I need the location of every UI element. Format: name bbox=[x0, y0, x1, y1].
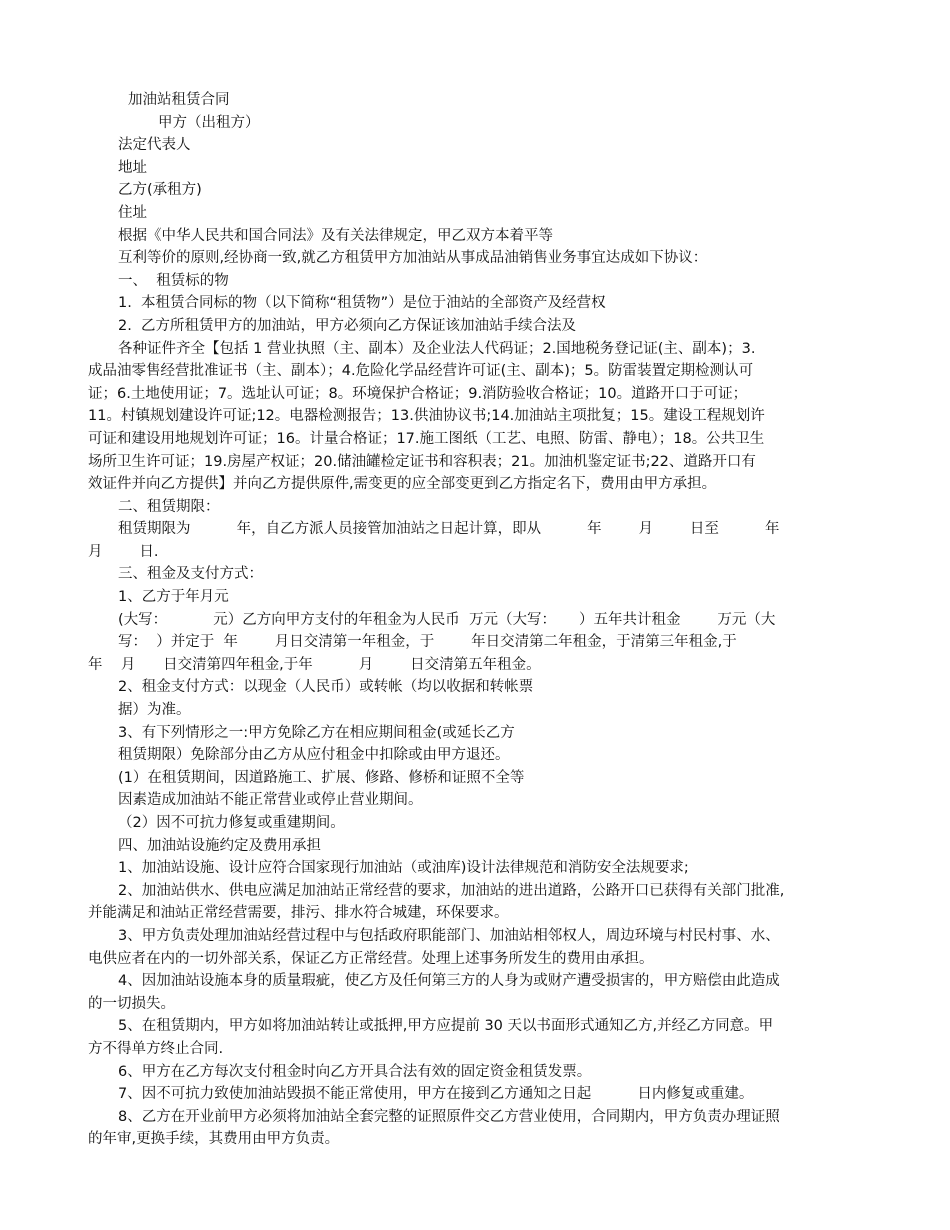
document-line: 效证件并向乙方提供】并向乙方提供原件,需变更的应全部变更到乙方指定名下，费用由甲方承担。 bbox=[88, 476, 717, 493]
document-line: 场所卫生许可证；19.房屋产权证；20.储油罐检定证书和容积表；21。加油机鉴定证书;22、道路开口有 bbox=[88, 453, 756, 470]
document-line: 各种证件齐全【包括 1 营业执照（主、副本）及企业法人代码证；2.国地税务登记证(主、副本)；3. bbox=[118, 340, 756, 357]
document-title: 加油站租赁合同 bbox=[128, 92, 230, 108]
document-line: 11。村镇规划建设许可证;12。电器检测报告；13.供油协议书;14.加油站主项批复；15。建设工程规划许 bbox=[88, 408, 765, 425]
document-line: 1、乙方于年月元 bbox=[118, 589, 229, 606]
document-line: (大写： 元）乙方向甲方支付的年租金为人民币 万元（大写： ）五年共计租金 万元（大 bbox=[118, 611, 776, 628]
document-line: 的一切损失。 bbox=[88, 995, 175, 1012]
document-line: 5、在租赁期内，甲方如将加油站转让或抵押,甲方应提前 30 天以书面形式通知乙方,并经乙方同意。甲 bbox=[118, 1018, 774, 1035]
document-line: 乙方(承租方) bbox=[118, 182, 202, 199]
document-line: 7、因不可抗力致使加油站毁损不能正常使用，甲方在接到乙方通知之日起 日内修复或重建。 bbox=[118, 1086, 754, 1103]
document-line: 写： ）并定于 年 月日交清第一年租金，于 年日交清第二年租金，于清第三年租金,于 bbox=[118, 634, 737, 651]
document-line: 1. 本租赁合同标的物（以下简称“租赁物”）是位于油站的全部资产及经营权 bbox=[118, 295, 606, 312]
document-line: 法定代表人 bbox=[118, 137, 191, 154]
document-line: 方不得单方终止合同. bbox=[88, 1040, 224, 1057]
document-line: 并能满足和油站正常经营需要，排污、排水符合城建，环保要求。 bbox=[88, 905, 509, 922]
document-line: 年 月 日交清第四年租金,于年 月 日交清第五年租金。 bbox=[88, 656, 541, 673]
document-line: 租赁期限）免除部分由乙方从应付租金中扣除或由甲方退还。 bbox=[118, 747, 510, 764]
document-line: (1）在租赁期间，因道路施工、扩展、修路、修桥和证照不全等 bbox=[118, 769, 525, 786]
document-line: 互利等价的原则,经协商一致,就乙方租赁甲方加油站从事成品油销售业务事宜达成如下协议： bbox=[118, 250, 708, 267]
document-line: 月 日. bbox=[88, 543, 159, 560]
document-line: 根据《中华人民共和国合同法》及有关法律规定，甲乙双方本着平等 bbox=[118, 227, 553, 244]
document-line: 3、甲方负责处理加油站经营过程中与包括政府职能部门、加油站相邻权人，周边环境与村民村事、水、 bbox=[118, 927, 780, 944]
document-line: 三、租金及支付方式： bbox=[118, 566, 263, 583]
document-line: 8、乙方在开业前甲方必须将加油站全套完整的证照原件交乙方营业使用，合同期内，甲方负责办理证照 bbox=[118, 1108, 780, 1125]
document-line: 2、租金支付方式：以现金（人民币）或转帐（均以收据和转帐票 bbox=[118, 679, 534, 696]
document-line: 地址 bbox=[118, 159, 147, 176]
document-line: 2. 乙方所租赁甲方的加油站，甲方必须向乙方保证该加油站手续合法及 bbox=[118, 317, 577, 334]
document-line: 住址 bbox=[118, 204, 147, 221]
document-line: 的年审,更换手续，其费用由甲方负责。 bbox=[88, 1131, 340, 1148]
document-line: 电供应者在内的一切外部关系，保证乙方正常经营。处理上述事务所发生的费用由承担。 bbox=[88, 950, 654, 967]
document-line: 成品油零售经营批准证书（主、副本）；4.危险化学品经营许可证(主、副本)；5。防雷装置定期检测认可 bbox=[88, 363, 754, 380]
document-line: 甲方（出租方） bbox=[158, 114, 260, 131]
document-line: 据）为准。 bbox=[118, 702, 191, 719]
document-line: 2、加油站供水、供电应满足加油站正常经营的要求，加油站的进出道路，公路开口已获得有关部门批准, bbox=[118, 882, 785, 899]
document-line: 因素造成加油站不能正常营业或停止营业期间。 bbox=[118, 792, 423, 809]
document-line: 租赁期限为 年，自乙方派人员接管加油站之日起计算，即从 年 月 日至 年 bbox=[118, 521, 780, 538]
document-line: （2）因不可抗力修复或重建期间。 bbox=[118, 815, 345, 831]
document-body bbox=[88, 89, 950, 1151]
document-line: 二、租赁期限： bbox=[118, 498, 220, 515]
document-line: 3、有下列情形之一:甲方免除乙方在相应期间租金(或延长乙方 bbox=[118, 724, 515, 741]
document-line: 可证和建设用地规划许可证；16。计量合格证；17.施工图纸（工艺、电照、防雷、静电）；18。公共卫生 bbox=[88, 430, 765, 447]
document-line: 四、加油站设施约定及费用承担 bbox=[118, 837, 321, 854]
document-line: 一、 租赁标的物 bbox=[118, 272, 229, 289]
document-line: 证；6.土地使用证；7。选址认可证；8。环境保护合格证；9.消防验收合格证；10。道路开口于可证； bbox=[88, 385, 748, 402]
document-line: 4、因加油站设施本身的质量瑕疵，使乙方及任何第三方的人身为或财产遭受损害的，甲方赔偿由此造成 bbox=[118, 973, 780, 990]
document-line: 1、加油站设施、设计应符合国家现行加油站（或油库)设计法律规范和消防安全法规要求; bbox=[118, 860, 689, 877]
document-line: 6、甲方在乙方每次支付租金时向乙方开具合法有效的固定资金租赁发票。 bbox=[118, 1063, 592, 1080]
